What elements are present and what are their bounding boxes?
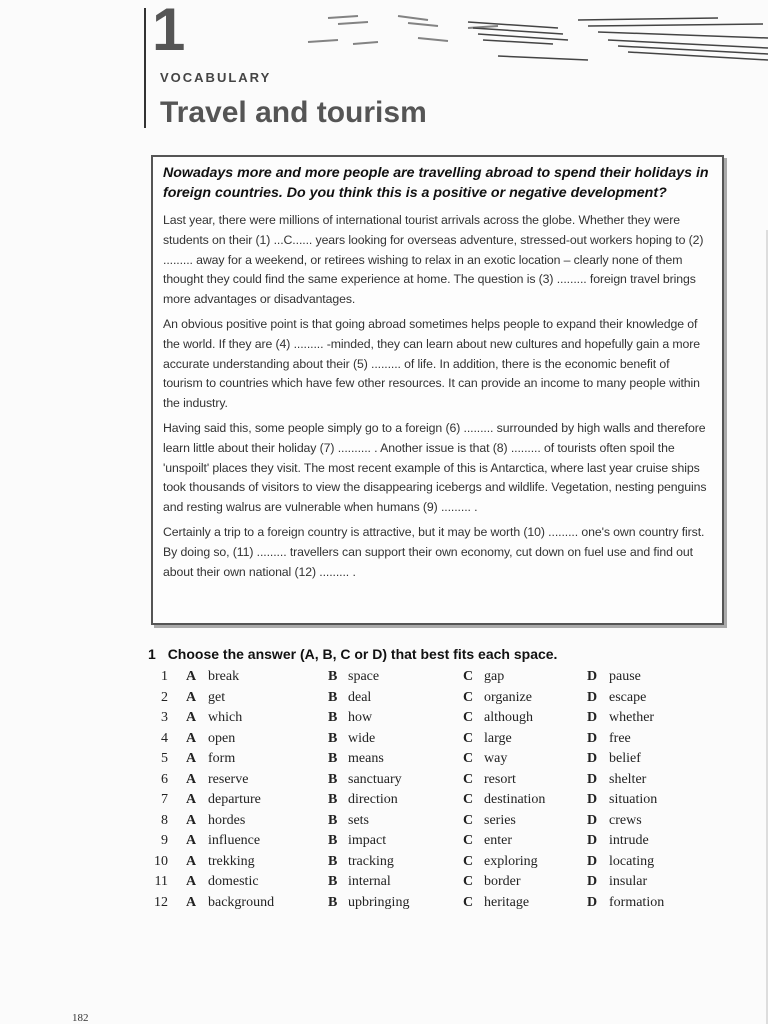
passage-paragraph: Last year, there were millions of international tourist arrivals across the globe. Whether they were students on their (1) ...C...... years looking for overseas adventure, stressed-out workers hoping to (2) ......... away for a weekend, or retirees wishing to relax in an exotic location – clearly none of them thought they could find the same experience at home. The question is (3) ......... foreign travel brings more advantages or disadvantages. — [163, 213, 704, 307]
option-a: open — [208, 730, 236, 746]
letter-d: D — [587, 771, 598, 787]
letter-b: B — [328, 812, 338, 828]
letter-d: D — [587, 710, 598, 725]
option-a: influence — [208, 833, 261, 848]
option-row — [146, 731, 706, 752]
option-b: internal — [348, 874, 391, 889]
option-row — [146, 710, 706, 731]
letter-c: C — [463, 669, 474, 684]
letter-b: B — [328, 689, 338, 705]
letter-d: D — [587, 730, 598, 746]
option-c: destination — [484, 792, 546, 807]
option-d: situation — [609, 792, 658, 807]
letter-b: B — [328, 853, 338, 869]
option-b: deal — [348, 689, 372, 705]
option-a: hordes — [208, 812, 246, 828]
letter-c: C — [463, 689, 474, 705]
option-a: form — [208, 751, 236, 766]
option-b: wide — [348, 730, 376, 746]
letter-a: A — [186, 894, 197, 910]
letter-b: B — [328, 669, 338, 684]
letter-a: A — [186, 751, 197, 766]
option-row — [146, 874, 706, 895]
question-number: 6 — [161, 771, 168, 787]
question-number: 4 — [161, 730, 168, 746]
option-row — [146, 833, 706, 854]
option-b: direction — [348, 792, 398, 807]
letter-b: B — [328, 833, 338, 848]
letter-c: C — [463, 730, 474, 746]
letter-d: D — [587, 894, 598, 910]
question-number: 12 — [154, 894, 168, 910]
option-a: which — [208, 710, 243, 725]
decorative-brush-strokes — [298, 8, 768, 83]
option-c: resort — [484, 771, 516, 787]
letter-b: B — [328, 730, 338, 746]
question-number: 5 — [161, 751, 168, 766]
task-instruction — [148, 646, 557, 662]
option-row — [146, 690, 706, 711]
option-a: reserve — [208, 771, 249, 787]
page-number: 182 — [72, 1012, 89, 1024]
essay-prompt: Nowadays more and more people are travelling abroad to spend their holidays in foreign countries. Do you think this is a positive or negative development? — [163, 165, 709, 201]
option-c: way — [484, 751, 508, 766]
letter-a: A — [186, 710, 197, 725]
option-a: trekking — [208, 853, 255, 869]
option-a: break — [208, 669, 240, 684]
option-d: crews — [609, 812, 642, 828]
question-number: 2 — [161, 689, 168, 705]
option-c: organize — [484, 689, 532, 705]
option-row — [146, 751, 706, 772]
letter-b: B — [328, 710, 338, 725]
letter-a: A — [186, 874, 197, 889]
option-c: exploring — [484, 853, 538, 869]
letter-d: D — [587, 751, 598, 766]
letter-d: D — [587, 689, 598, 705]
letter-c: C — [463, 853, 474, 869]
letter-c: C — [463, 894, 474, 910]
letter-a: A — [186, 669, 197, 684]
option-c: large — [484, 730, 512, 746]
unit-number: 1 — [152, 0, 186, 63]
option-b: how — [348, 710, 373, 725]
task-number: 1 — [148, 646, 156, 662]
option-d: whether — [609, 710, 655, 725]
option-a: get — [208, 689, 226, 705]
answer-options-table — [146, 669, 706, 915]
letter-b: B — [328, 771, 338, 787]
letter-d: D — [587, 792, 598, 807]
letter-d: D — [587, 833, 598, 848]
option-c: border — [484, 874, 521, 889]
option-row — [146, 895, 706, 916]
letter-d: D — [587, 853, 598, 869]
page-title: Travel and tourism — [160, 96, 427, 129]
letter-c: C — [463, 771, 474, 787]
option-row — [146, 669, 706, 690]
option-b: impact — [348, 833, 387, 848]
letter-b: B — [328, 894, 338, 910]
letter-a: A — [186, 792, 197, 807]
option-b: means — [348, 751, 384, 766]
option-d: locating — [609, 853, 655, 869]
option-d: pause — [609, 669, 641, 684]
margin-rule — [144, 8, 146, 128]
option-a: departure — [208, 792, 261, 807]
task-text: Choose the answer (A, B, C or D) that best fits each space. — [167, 646, 558, 662]
option-c: heritage — [484, 894, 530, 910]
option-d: free — [609, 730, 631, 746]
question-number: 7 — [161, 792, 168, 807]
passage-paragraph: Having said this, some people simply go to a foreign (6) ......... surrounded by high walls and therefore learn little about their holiday (7) .......... . Another issue is that (8) ......... of tourists often spoil the 'unspoilt' places they visit. The most recent example of this is Antarctica, where last year cruise ships took thousands of visitors to view the disappearing icebergs and wildlife. Vegetation, nesting penguins and resting walrus are vulnerable when humans (9) ......... . — [163, 420, 707, 515]
option-c: enter — [484, 833, 512, 848]
option-b: space — [348, 669, 380, 684]
option-b: tracking — [348, 853, 394, 869]
letter-c: C — [463, 792, 474, 807]
letter-d: D — [587, 874, 598, 889]
letter-a: A — [186, 771, 197, 787]
letter-c: C — [463, 874, 474, 889]
option-d: insular — [609, 874, 648, 889]
passage-paragraph: Certainly a trip to a foreign country is attractive, but it may be worth (10) ......... one's own country first. By doing so, (11) ......... travellers can support their own economy, cut down on fuel use and find out about their own national (12) ......... . — [163, 524, 705, 579]
option-d: escape — [609, 689, 647, 705]
letter-b: B — [328, 874, 338, 889]
option-c: gap — [484, 669, 505, 684]
option-b: sets — [348, 812, 369, 828]
letter-c: C — [463, 751, 474, 766]
question-number: 10 — [154, 853, 168, 869]
letter-d: D — [587, 812, 598, 828]
letter-b: B — [328, 792, 338, 807]
letter-c: C — [463, 812, 474, 828]
option-d: intrude — [609, 833, 649, 848]
question-number: 11 — [154, 874, 168, 889]
option-row — [146, 813, 706, 834]
option-c: although — [484, 710, 533, 725]
option-d: formation — [609, 894, 665, 910]
option-b: sanctuary — [348, 771, 402, 787]
option-b: upbringing — [348, 894, 410, 910]
letter-a: A — [186, 689, 197, 705]
letter-b: B — [328, 751, 338, 766]
question-number: 9 — [161, 833, 168, 848]
question-number: 1 — [161, 669, 168, 684]
option-row — [146, 792, 706, 813]
section-label: VOCABULARY — [160, 70, 272, 85]
passage-paragraph: An obvious positive point is that going abroad sometimes helps people to expand their knowledge of the world. If they are (4) ......... -minded, they can learn about new cultures and hopefully gain a more accurate understanding about their (5) ......... of life. In addition, there is the economic benefit of tourism to countries which have few other resources. It can provide an income to many people within the industry. — [163, 316, 701, 411]
letter-a: A — [186, 853, 197, 869]
letter-a: A — [186, 730, 197, 746]
letter-a: A — [186, 812, 197, 828]
letter-d: D — [587, 669, 598, 684]
reading-passage-box — [151, 155, 724, 625]
option-a: background — [208, 894, 275, 910]
letter-c: C — [463, 833, 474, 848]
option-d: shelter — [609, 771, 647, 787]
letter-c: C — [463, 710, 474, 725]
question-number: 3 — [161, 710, 168, 725]
option-d: belief — [609, 751, 641, 766]
option-row — [146, 854, 706, 875]
letter-a: A — [186, 833, 197, 848]
option-row — [146, 772, 706, 793]
question-number: 8 — [161, 812, 168, 828]
option-a: domestic — [208, 874, 259, 889]
option-c: series — [484, 812, 516, 828]
